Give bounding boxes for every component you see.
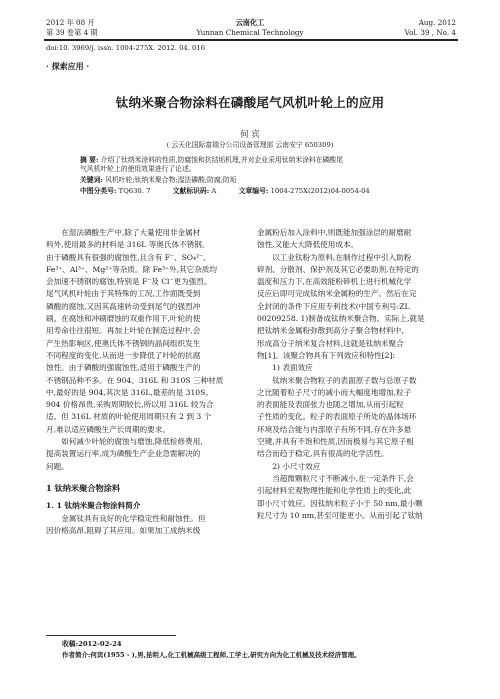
intro-line-11: 蚀性。由于磷酸的强腐蚀性,适用于磷酸生产的 <box>46 363 201 373</box>
para-line-3: 反应后即可完成钛纳米金属粉的生产。然后在完 <box>257 289 417 299</box>
column-label: · 探索应用 · <box>46 61 90 71</box>
para-line-7: 形成高分子纳米复合材料,这就是钛纳米聚合 <box>257 338 404 348</box>
cont-line-1: 蚀性,又能大大降低使用成本。 <box>257 240 359 250</box>
intro-line-14: 904 价格昂贵,采购周期较长,所以用 316L 较为合 <box>46 400 214 410</box>
intro-line-10: 不同程度的变化,从而进一步降低了叶轮的抗腐 <box>46 350 201 360</box>
header-volume-cn: 第 39 卷第 4 期 <box>46 28 98 37</box>
intro-line-3: Fe³⁺、Al³⁺、Mg²⁺等杂质。除 Fe³⁺外,其它杂质均 <box>46 264 217 274</box>
article-no-label: 文章编号: <box>238 187 269 195</box>
header-journal-cn: 云南化工 <box>235 18 265 27</box>
para-line-1: 碎剂、分散剂、保护剂及其它必要助剂,在特定的 <box>257 264 419 274</box>
article-no-value: 1004-275X(2012)04-0054-04 <box>270 187 370 195</box>
item1-title: 1) 表面效应 <box>272 363 313 373</box>
keywords <box>80 176 237 185</box>
doc-code-label: 文献标识码: <box>172 187 210 195</box>
header-date-en: Aug. 2012 <box>418 18 456 27</box>
left-column <box>46 227 246 537</box>
footnote-rule <box>46 635 176 636</box>
para-line-5: 00209258. 1)制备成钛纳米聚合物。实际上,就是 <box>257 314 425 324</box>
right-column <box>257 227 458 522</box>
keywords-label: 关键词: <box>80 176 103 184</box>
intro-line-7: 刷。在腐蚀和冲刷磨蚀的双重作用下,叶轮的使 <box>46 314 201 324</box>
header-rule <box>44 39 458 41</box>
doc-code-value: A <box>211 187 217 195</box>
s11-line-0: 金属钛具有良好的化学稳定性和耐蚀性。但 <box>61 513 206 523</box>
clc-label: 中图分类号: <box>80 187 117 195</box>
doi: doi:10. 3969/j. issn. 1004-275X. 2012. 04. 016 <box>46 44 206 52</box>
abstract-text-line2: 气风机叶轮上的使用效果进行了论述。 <box>80 165 196 173</box>
item2-line-0: 当超微颗粒尺寸不断减小,在一定条件下,会 <box>272 473 414 483</box>
affiliation: ( 云天化国际富瑞分公司设备管理部 云南安宁 650309) <box>166 141 334 149</box>
intro-line-0: 在湿法磷酸生产中,除了大量使用非金属材 <box>61 228 201 237</box>
intro-line-15: 适。但 316L 材质的叶轮使用周期只有 2 到 3 个 <box>46 412 212 422</box>
intro-line-12: 不锈钢品种不多。在 904、316L 和 310S 三种材质 <box>46 375 224 385</box>
item2-line-3: 粒尺寸为 10 nm,甚至可能更小。从而引起了钛纳 <box>257 510 423 520</box>
para2-line-1: 提高装置运行率,成为磷酸生产企业急需解决的 <box>46 449 201 459</box>
intro-line-13: 中,最好的是 904,其次是 316L,最差的是 310S。 <box>46 387 213 397</box>
intro-line-8: 用寿命往往很短。再加上叶轮在制造过程中,会 <box>46 326 201 336</box>
section-heading-1-1: 1. 1 钛纳米聚合物涂料简介 <box>46 501 141 511</box>
abstract-label: 摘 要: <box>80 156 99 164</box>
para-line-0: 以工业钛粉为原料,在制作过程中引入助粉 <box>272 252 412 262</box>
item1-line-0: 钛纳米聚合物粒子的表面原子数与总原子数 <box>272 375 417 385</box>
article-title: 钛纳米聚合物涂料在磷酸尾气风机叶轮上的应用 <box>115 95 385 110</box>
item1-line-2: 的表面能及表面张力也随之增加,从而引起粒 <box>257 400 404 410</box>
item2-title: 2) 小尺寸效应 <box>272 461 321 471</box>
intro-line-16: 月,难以适应磷酸生产长周期的要求。 <box>46 424 170 434</box>
item1-line-3: 子性质的变化。粒子的表面原子所处的晶体场环 <box>257 412 417 422</box>
intro-line-9: 产生热影响区,使奥氏体不锈钢的晶间组织发生 <box>46 338 201 348</box>
para-line-2: 温度和压力下,在高效能粉碎机上进行机械化学 <box>257 277 412 287</box>
item1-line-5: 空键,并具有不饱和性质,因而极易与其它原子相 <box>257 437 414 447</box>
author-bio: 作者简介:何宾(1955 - ),男,昆明人,化工机械高级工程师,工学士,研究方向为化工机械及技术经济管理。 <box>62 651 361 659</box>
header-date-cn: 2012 年 08 月 <box>46 18 95 27</box>
item2-line-1: 引起材料宏观物理性能和化学性质上的变化,此 <box>257 486 412 496</box>
received-date: 收稿:2012-02-24 <box>62 640 122 648</box>
abstract <box>80 156 420 165</box>
intro-line-5: 尾气风机叶轮由于其特殊的工况,工作面既受到 <box>46 289 201 299</box>
intro-line-2: 由于磷酸具有很强的腐蚀性,且含有 F⁻、SO₄²⁻、 <box>46 252 211 262</box>
clc-value: TQ630. 7 <box>118 187 151 195</box>
para2-line-2: 问题。 <box>46 461 69 471</box>
author-name: 何 宾 <box>240 129 260 139</box>
keywords-text: 风机叶轮;钛纳米聚合物;湿法磷酸;防腐;防垢 <box>105 176 237 184</box>
item1-line-1: 之比随着粒子尺寸的减小而大幅度地增加,粒子 <box>257 387 412 397</box>
s11-line-1: 因价格高昂,阻碍了其应用。如果加工成纳米级 <box>46 525 201 535</box>
cont-line-0: 金属粉后加入涂料中,则既能加强涂层的耐磨耐 <box>257 228 412 237</box>
header-journal-en: Yunnan Chemical Technology <box>196 28 304 37</box>
para-line-4: 全封闭的条件下应用专利技术(中国专利号:ZL <box>257 301 410 311</box>
item1-line-4: 环境及结合能与内部原子有所不同,存在许多悬 <box>257 424 412 434</box>
header-volume-en: Vol. 39 , No. 4 <box>404 28 456 37</box>
intro-line-6: 磷酸的腐蚀,又因其高速转动受到尾气的强烈冲 <box>46 301 201 311</box>
classification-line <box>80 187 370 196</box>
item2-line-2: 即小尺寸效应。因钛纳米粒子小于 50 nm,最小颗 <box>257 498 423 508</box>
abstract-text-line1: 介绍了钛纳米涂料的性质,防腐蚀和抗结垢机理,并对企业采用钛纳米涂料在磷酸尾 <box>100 156 343 164</box>
para2-line-0: 如何减少叶轮的腐蚀与磨蚀,降低检修费用, <box>61 437 203 447</box>
intro-line-4: 会加速不锈钢的腐蚀,特别是 F⁻及 Cl⁻更为强烈。 <box>46 277 212 287</box>
para-line-6: 把钛纳米金属粉弥散到高分子聚合物材料中, <box>257 326 404 336</box>
intro-line-1: 料外,使用最多的材料是 316L 等奥氏体不锈钢。 <box>46 240 210 250</box>
item1-line-6: 结合而趋于稳定,具有很高的化学活性。 <box>257 449 389 459</box>
section-heading-1: 1 钛纳米聚合物涂料 <box>46 482 121 493</box>
para-line-8: 物[1]。该聚合物具有下列效应和特性[2]: <box>257 350 395 360</box>
